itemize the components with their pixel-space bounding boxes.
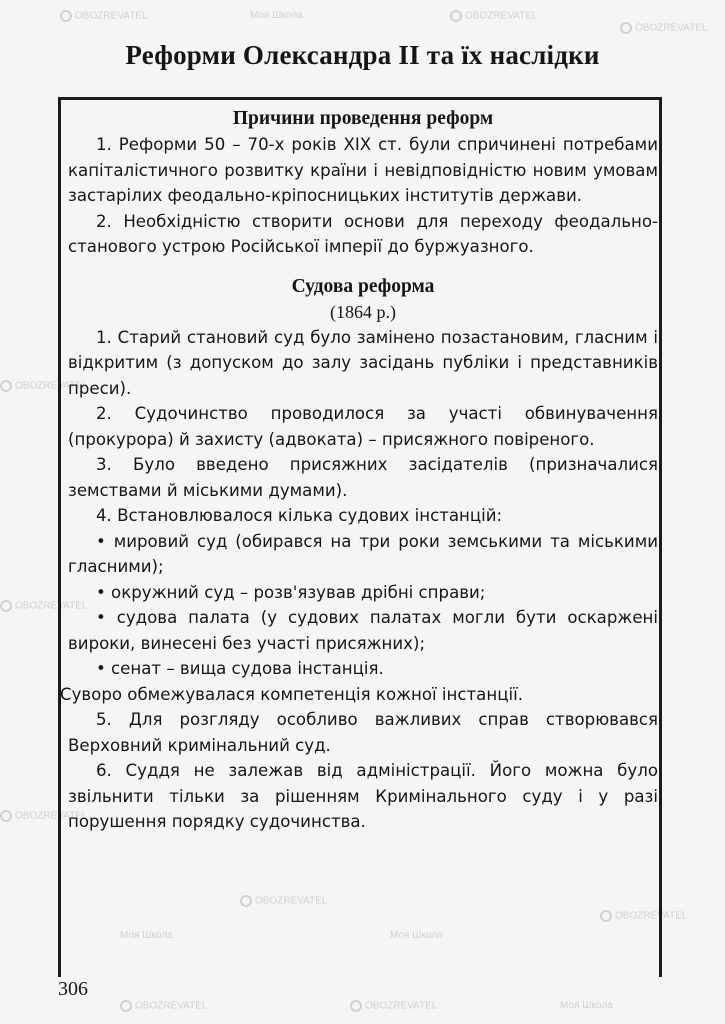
- watermark-text: OBOZREVATEL: [255, 895, 328, 907]
- watermark-text: OBOZREVATEL: [75, 10, 148, 22]
- watermark-text: Моя Школа: [390, 930, 443, 941]
- watermark: [450, 10, 537, 22]
- watermark-logo-icon: [0, 600, 12, 612]
- watermark-logo-icon: [0, 810, 12, 822]
- watermark: [250, 10, 303, 21]
- document-body: [60, 105, 658, 835]
- watermark-logo-icon: [450, 10, 462, 22]
- paragraph: 1. Реформи 50 – 70-х років XIX ст. були спричинені потребами капіталістичного розвитку країни і невідповідністю новим умовам застарілих феодально-кріпосницьких інститутів держави.: [68, 135, 658, 205]
- paragraph: 2. Судочинство проводилося за участі обвинувачення (прокурора) й захисту (адвоката) – присяжного повіреного.: [68, 404, 658, 449]
- watermark: [350, 1000, 437, 1012]
- watermark: [560, 1000, 613, 1011]
- list-item: • судова палата (у судових палатах могли бути оскаржені вироки, винесені без участі присяжних);: [68, 608, 658, 653]
- list-item: • мировий суд (обирався на три роки земськими та міськими гласними);: [68, 531, 658, 576]
- watermark: [620, 22, 707, 34]
- watermark-text: OBOZREVATEL: [365, 1000, 438, 1012]
- page-number: 306: [58, 978, 88, 1000]
- watermark-logo-icon: [120, 1000, 132, 1012]
- watermark-text: Моя Школа: [120, 930, 173, 941]
- paragraph: 2. Необхідністю створити основи для переходу феодально-станового устрою Російської імперії до буржуазного.: [68, 211, 658, 256]
- watermark-logo-icon: [0, 380, 12, 392]
- watermark-text: OBOZREVATEL: [615, 910, 688, 922]
- paragraph: 4. Встановлювалося кілька судових інстанцій:: [96, 506, 503, 525]
- watermark-logo-icon: [620, 22, 632, 34]
- watermark: [120, 1000, 207, 1012]
- list-item: • сенат – вища судова інстанція.: [96, 659, 384, 678]
- paragraph-note: Суворо обмежувалася компетенція кожної інстанції.: [60, 684, 523, 704]
- paragraph: 3. Було введено присяжних засідателів (призначалися земствами й міськими думами).: [68, 455, 658, 500]
- section-heading-judicial: Судова реформа: [291, 275, 435, 297]
- page-title: Реформи Олександра II та їх наслідки: [125, 40, 600, 70]
- watermark-text: OBOZREVATEL: [135, 1000, 208, 1012]
- paragraph: 5. Для розгляду особливо важливих справ створювався Верховний кримінальний суд.: [68, 710, 658, 755]
- watermark-text: Моя Школа: [560, 1000, 613, 1011]
- watermark-text: OBOZREVATEL: [15, 600, 88, 612]
- watermark-text: OBOZREVATEL: [15, 380, 88, 392]
- paragraph: 1. Старий становий суд було замінено позастановим, гласним і відкритим (з допуском до залу засідань публіки і представників преси).: [68, 327, 658, 398]
- watermark: [60, 10, 147, 22]
- watermark-text: OBOZREVATEL: [465, 10, 538, 22]
- paragraph: 6. Суддя не залежав від адміністрації. Його можна було звільнити тільки за рішенням Кримінального суду і у разі порушення порядку судочинства.: [68, 761, 658, 831]
- list-item: • окружний суд – розв'язував дрібні справи;: [96, 582, 486, 602]
- watermark-logo-icon: [60, 10, 72, 22]
- watermark-text: OBOZREVATEL: [635, 22, 708, 34]
- spacer: [68, 260, 658, 273]
- watermark-text: OBOZREVATEL: [15, 810, 88, 822]
- watermark-logo-icon: [350, 1000, 362, 1012]
- watermark-text: Моя Школа: [250, 10, 303, 21]
- section-subheading-year: (1864 р.): [330, 301, 396, 322]
- section-heading-causes: Причини проведення реформ: [232, 108, 494, 129]
